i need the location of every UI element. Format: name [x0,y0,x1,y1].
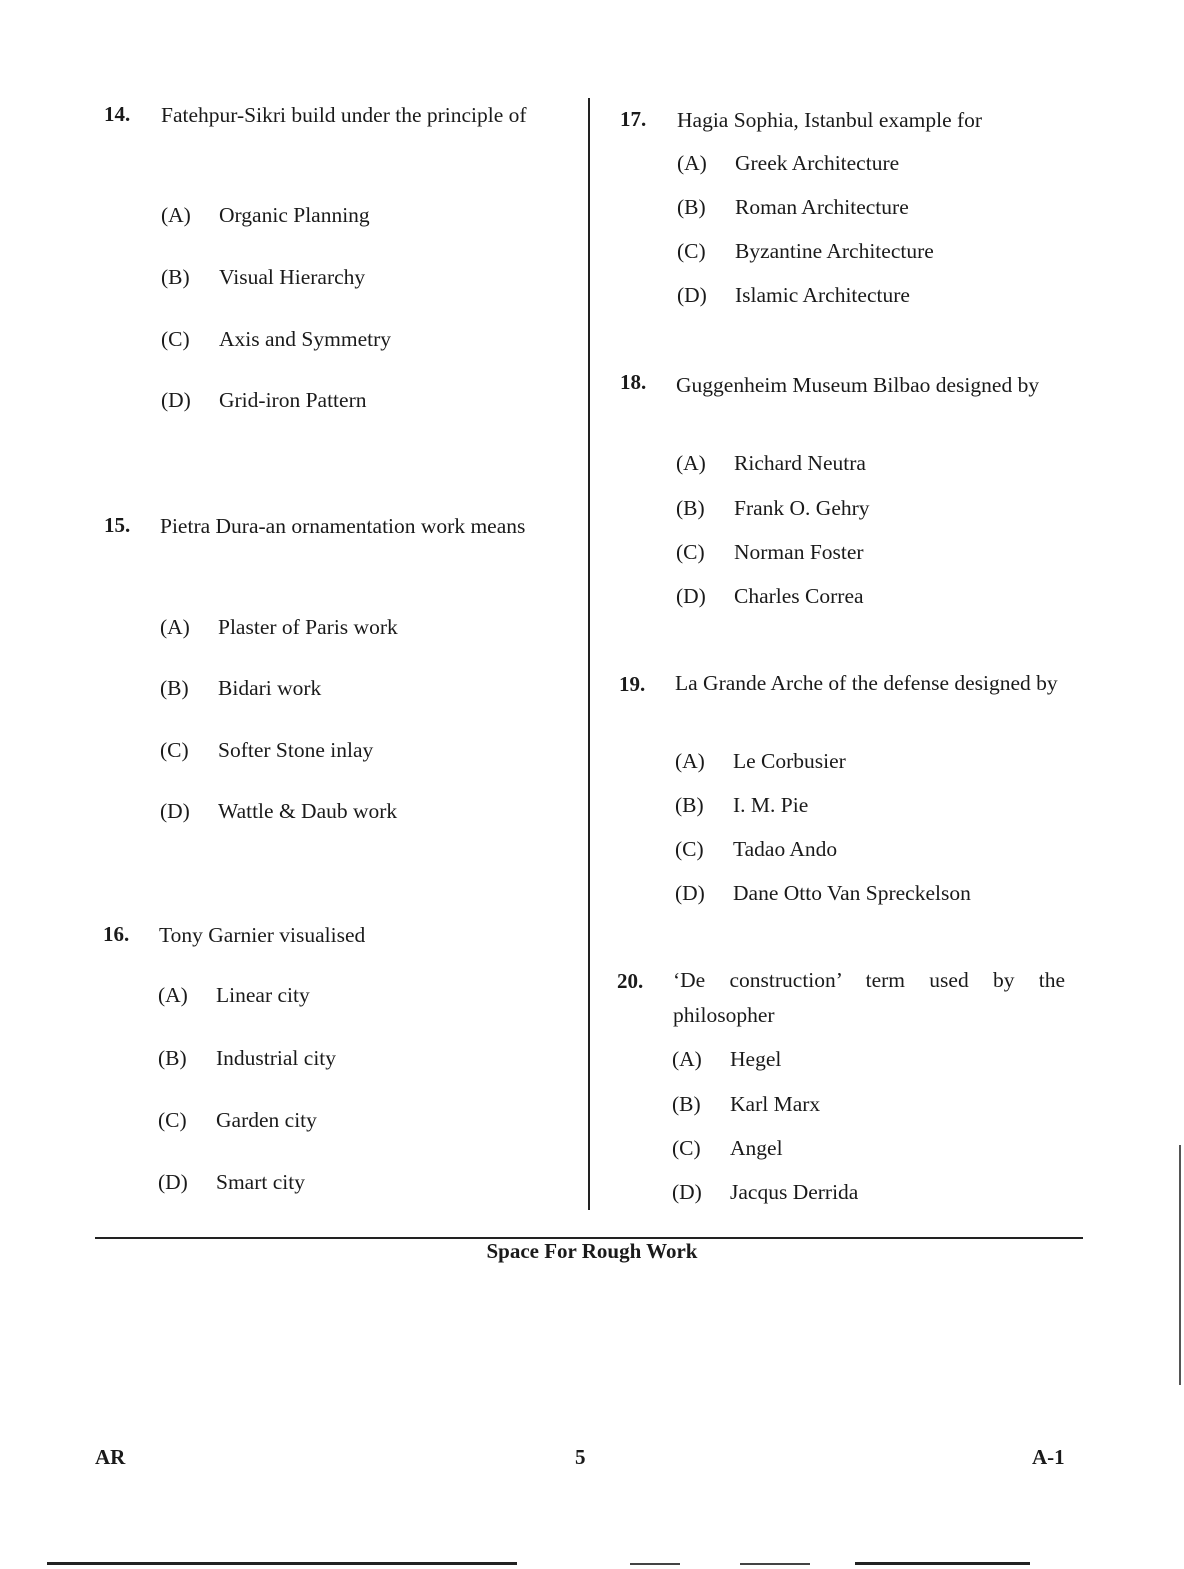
question-text: Pietra Dura-an ornamentation work means [160,514,526,538]
scan-edge-mark [855,1562,1030,1565]
option-d: (D) Islamic Architecture [677,283,910,307]
question-text: Fatehpur-Sikri build under the principle of [161,103,527,127]
option-c: (C) Byzantine Architecture [677,239,934,263]
option-c: (C) Axis and Symmetry [161,327,391,351]
option-a: (A) Le Corbusier [675,749,846,773]
option-d: (D) Jacqus Derrida [672,1180,859,1204]
option-c: (C) Softer Stone inlay [160,738,374,762]
option-c: (C) Angel [672,1136,783,1160]
option-b: (B) I. M. Pie [675,793,809,817]
option-d: (D) Grid-iron Pattern [161,388,367,412]
option-a: (A) Greek Architecture [677,151,900,175]
scan-edge-mark [1179,1145,1181,1385]
option-d: (D) Wattle & Daub work [160,799,398,823]
column-divider [588,98,590,1210]
scan-edge-mark [630,1563,680,1565]
option-a: (A) Linear city [158,983,310,1007]
option-b: (B) Visual Hierarchy [161,265,366,289]
page-number: 5 [575,1445,586,1469]
option-a: (A) Organic Planning [161,203,370,227]
rough-work-label: Space For Rough Work [486,1239,698,1263]
option-a: (A) Richard Neutra [676,451,866,475]
option-d: (D) Dane Otto Van Spreckelson [675,881,971,905]
option-b: (B) Karl Marx [672,1092,821,1116]
question-text: Guggenheim Museum Bilbao designed by [676,373,1040,397]
question-number: 18. [620,370,647,394]
option-c: (C) Garden city [158,1108,317,1132]
question-number: 14. [104,102,131,126]
question-number: 16. [103,922,130,946]
question-number: 15. [104,513,131,537]
option-b: (B) Industrial city [158,1046,337,1070]
scan-edge-mark [47,1562,517,1565]
option-c: (C) Tadao Ando [675,837,838,861]
question-text: Tony Garnier visualised [159,923,366,947]
footer-right: A-1 [1032,1445,1065,1469]
scan-edge-mark [740,1563,810,1565]
option-b: (B) Roman Architecture [677,195,909,219]
option-a: (A) Plaster of Paris work [160,615,398,639]
question-number: 20. [617,969,644,993]
option-d: (D) Smart city [158,1170,305,1194]
question-number: 19. [619,672,646,696]
option-c: (C) Norman Foster [676,540,864,564]
question-text: La Grande Arche of the defense designed by [675,671,1058,695]
option-b: (B) Frank O. Gehry [676,496,870,520]
question-number: 17. [620,107,647,131]
option-a: (A) Hegel [672,1047,782,1071]
option-b: (B) Bidari work [160,676,322,700]
question-text: Hagia Sophia, Istanbul example for [677,108,983,132]
footer-left: AR [95,1445,126,1469]
option-d: (D) Charles Correa [676,584,864,608]
question-text: ‘De construction’ term used by the philosopher [673,968,1065,1027]
